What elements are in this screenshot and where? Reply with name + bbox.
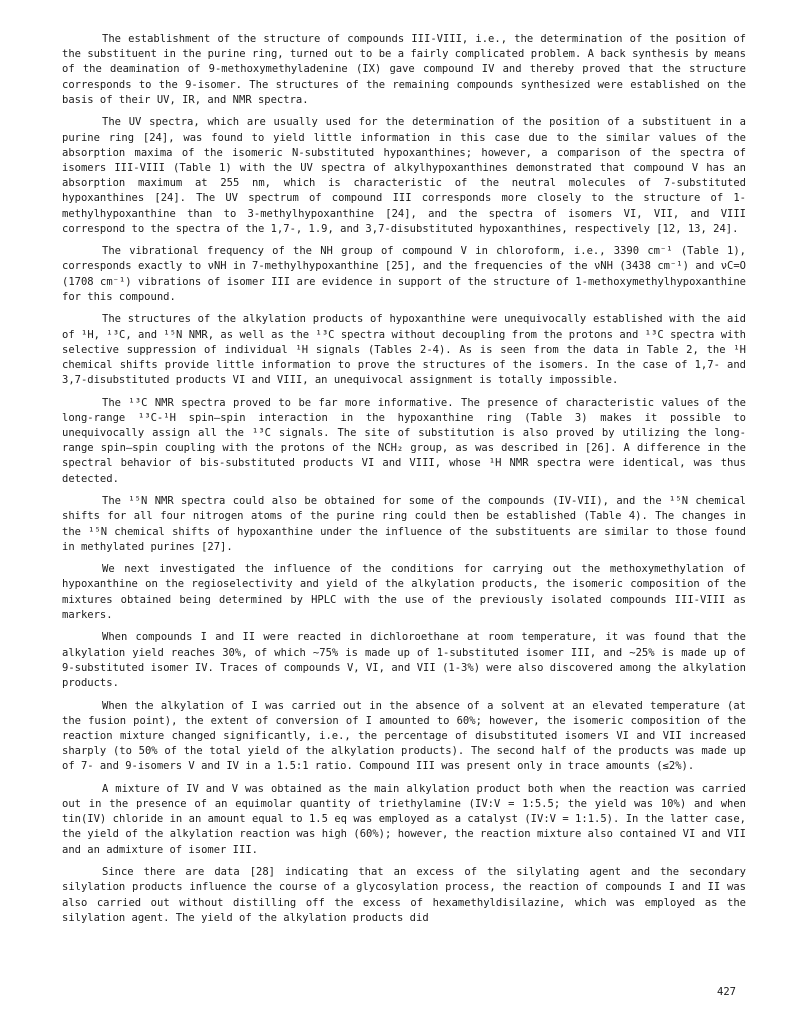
paragraph-uv-spectra: The UV spectra, which are usually used for the determination of the position of a substituent in a purine ring [24], was found to yield little information in this case due to the similar values of the absorption maxima of the isomeric N-substituted hypoxanthines; however, a comparison of the spectra of isomers III-VIII (Table 1) with the UV spectra of alkylhypoxanthines demonstrated that compound V has an absorption maximum at 255 nm, which is characteristic of the neutral molecules of 7-substituted hypoxanthines [24]. The UV spectrum of compound III corresponds more closely to the structure of 1-methylhypoxanthine than to 3-methylhypoxanthine [24], and the spectra of isomers VI, VII, and VIII correspond to the spectra of the 1,7-, 1.9, and 3,7-disubstituted hypoxanthines, respectively [12, 13, 24]. [62,116,746,235]
paragraph-structure-establishment: The establishment of the structure of compounds III-VIII, i.e., the determination of the position of the substituent in the purine ring, turned out to be a fairly complicated problem. A back synthesis by means of the deamination of 9-methoxymethyladenine (IX) gave compound IV and thereby proved that the structure corresponds to the 9-isomer. The structures of the remaining compounds synthesized were established on the basis of their UV, IR, and NMR spectra. [62,33,746,106]
paragraph-fusion-point: When the alkylation of I was carried out in the absence of a solvent at an elevated temperature (at the fusion point), the extent of conversion of I amounted to 60%; however, the isomeric composition of the reaction mixture changed significantly, i.e., the percentage of disubstituted isomers VI and VII increased sharply (to 50% of the total yield of the alkylation products). The second half of the products was made up of 7- and 9-isomers V and IV in a 1.5:1 ratio. Compound III was present only in trace amounts (≤2%). [62,699,746,773]
paragraph-15n-nmr: The ¹⁵N NMR spectra could also be obtained for some of the compounds (IV-VII), and the ¹⁵N chemical shifts for all four nitrogen atoms of the purine ring could then be established (Table 4). The changes in the ¹⁵N chemical shifts of hypoxanthine under the influence of the substituents are similar to those found in methylated purines [27]. [62,495,746,553]
paragraph-triethylamine: A mixture of IV and V was obtained as the main alkylation product both when the reaction was carried out in the presence of an equimolar quantity of triethylamine (IV:V = 1:5.5; the yield was 10%) and when tin(IV) chloride in an amount equal to 1.5 eq was employed as a catalyst (IV:V = 1:1.5). In the latter case, the yield of the alkylation reaction was high (60%); however, the reaction mixture also contained VI and VII and an admixture of isomer III. [62,782,746,856]
paragraph-nmr-structures: The structures of the alkylation products of hypoxanthine were unequivocally established with the aid of ¹H, ¹³C, and ¹⁵N NMR, as well as the ¹³C spectra without decoupling from the protons and ¹³C spectra with selective suppression of individual ¹H signals (Tables 2-4). As is seen from the data in Table 2, the ¹H chemical shifts provide little information to prove the structures of the isomers. In the case of 1,7- and 3,7-disubstituted products VI and VIII, an unequivocal assignment is totally impossible. [62,313,746,387]
paragraph-13c-nmr: The ¹³C NMR spectra proved to be far more informative. The presence of characteristic values of the long-range ¹³C-¹H spin—spin interaction in the hypoxanthine ring (Table 3) makes it possible to unequivocally assign all the ¹³C signals. The site of substitution is also proved by utilizing the long-range spin—spin coupling with the protons of the NCH₂ group, as was described in [26]. A difference in the spectral behavior of bis-substituted products VI and VIII, whose ¹H NMR spectra were identical, was thus detected. [62,396,746,485]
body-text [62,32,746,933]
paragraph-silylation: Since there are data [28] indicating that an excess of the silylating agent and the secondary silylation products influence the course of a glycosylation process, the reaction of compounds I and II was also carried out without distilling off the excess of hexamethyldisilazine, which was employed as the silylation agent. The yield of the alkylation products did [62,866,746,924]
paragraph-conditions: We next investigated the influence of the conditions for carrying out the methoxymethylation of hypoxanthine on the regioselectivity and yield of the alkylation products, the isomeric composition of the mixtures obtained being determined by HPLC with the use of the previously isolated compounds III-VIII as markers. [62,563,746,621]
page-number: 427 [717,986,736,998]
paragraph-dichloroethane: When compounds I and II were reacted in dichloroethane at room temperature, it was found that the alkylation yield reaches 30%, of which ~75% is made up of 1-substituted isomer III, and ~25% is made up of 9-substituted isomer IV. Traces of compounds V, VI, and VII (1-3%) were also discovered among the alkylation products. [62,631,746,689]
paragraph-ir-frequencies: The vibrational frequency of the NH group of compound V in chloroform, i.e., 3390 cm⁻¹ (Table 1), corresponds exactly to νNH in 7-methylhypoxanthine [25], and the frequencies of the νNH (3438 cm⁻¹) and νC=O (1708 cm⁻¹) vibrations of isomer III are evidence in support of the structure of 1-methoxymethylhypoxanthine for this compound. [62,245,746,303]
